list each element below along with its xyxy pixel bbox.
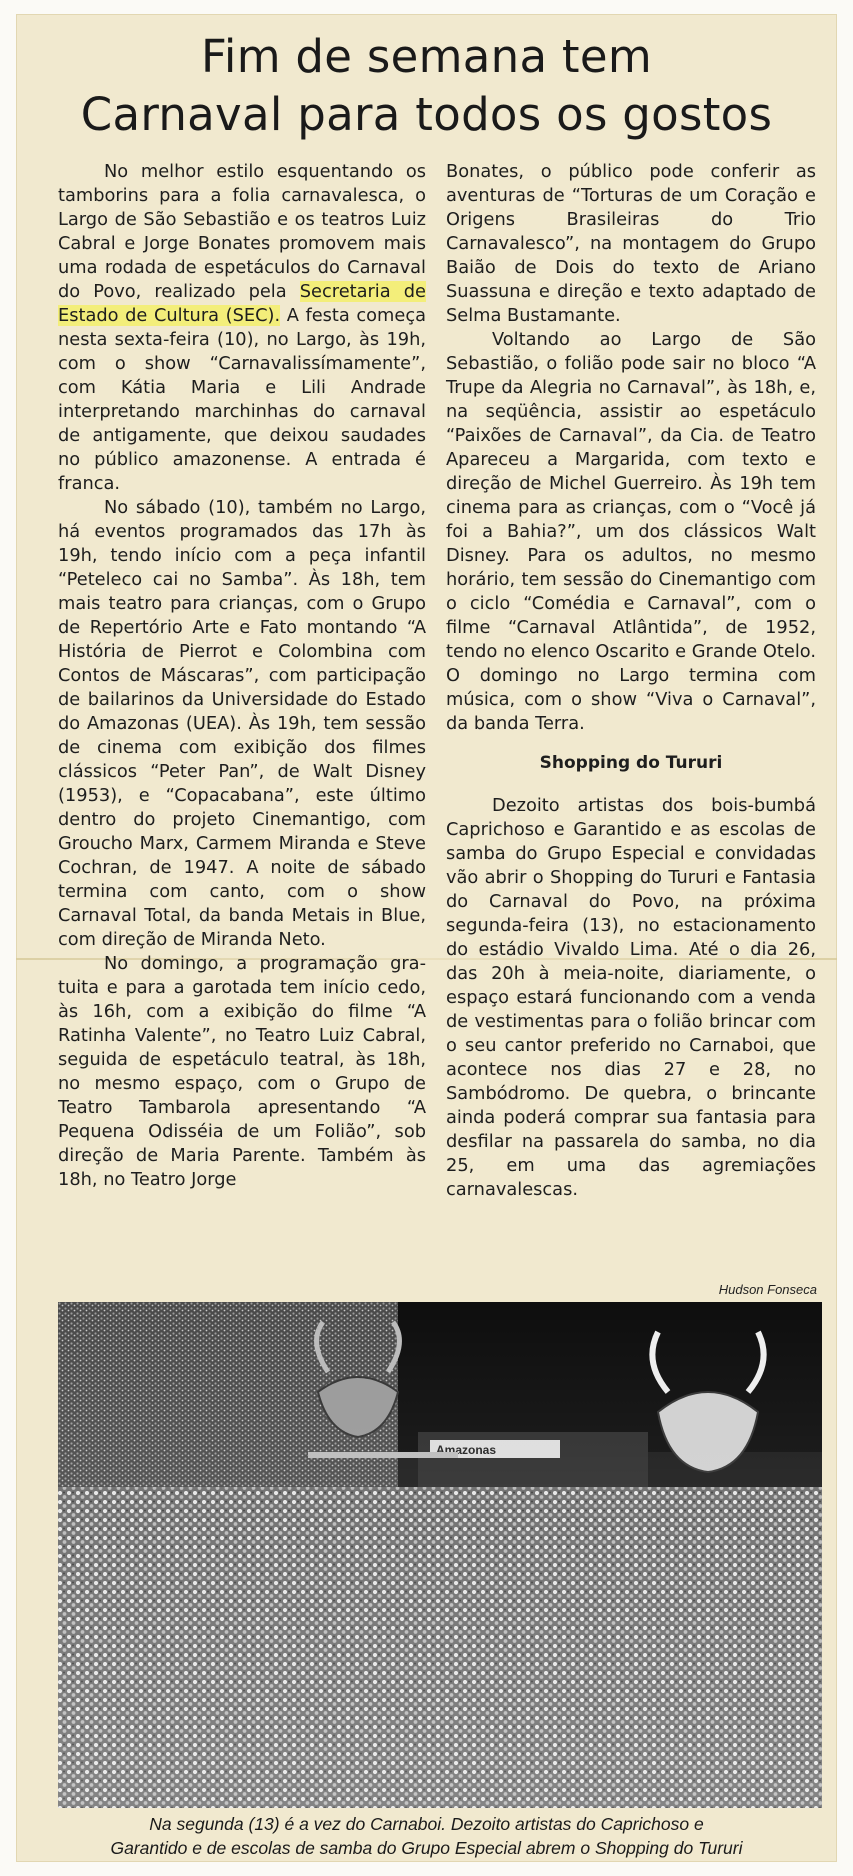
headline-line-1: Fim de semana tem [200,30,652,83]
newspaper-clipping [16,14,837,1862]
article-column-right [446,160,816,1202]
paragraph-1-end: A festa começa nesta sexta-feira (10), no Largo, às 19h, com o show “Carnavalissímamente”, com Kátia Maria e Lili Andrade interpretando marchinhas do carnaval de antigamente, que deixou saudades no público amazonense. A entrada é franca. [58,305,426,494]
paragraph-5: Voltando ao Largo de São Sebastião, o folião pode sair no bloco “A Trupe da Alegria no Carnaval”, às 18h, e, na seqüência, assistir ao espetáculo “Paixões de Carnaval”, da Cia. de Teatro Apareceu a Margarida, com texto e direção de Michel Guerreiro. Às 19h tem cinema para as crianças, com o “Você já foi a Bahia?”, um dos clássicos Walt Disney. Para os adultos, no mesmo horário, tem sessão do Cinemantigo com o ciclo “Comédia e Carnaval”, com o filme “Carnaval Atlântida”, de 1952, tendo no elenco Oscarito e Grande Otelo. O domingo no Largo termina com música, com o show “Viva o Carnaval”, da banda Terra. [446,329,816,734]
photo-credit: Hudson Fonseca [718,1282,817,1297]
paragraph-6: Dezoito artistas dos bois-bumbá Caprichoso e Garantido e as escolas de samba do Grupo Especial e convidadas vão abrir o Shopping do Tururi e Fantasia do Carnaval do Povo, na próxima segunda-feira (13), no estacionamento do estádio Vivaldo Lima. Até o dia 26, das 20h à meia-noite, diariamente, o espaço estará funcionando com a venda de vestimentas para o folião brincar com o seu cantor preferido no Carnaboi, que acontece nos dias 27 e 28, no Sambódromo. De quebra, o brincante ainda poderá comprar sua fantasia para desfilar na passarela do samba, no dia 25, em uma das agremiações carnavalescas. [446,795,816,1200]
caption-line-2: Garantido e de escolas de samba do Grupo Especial abrem o Shopping do Tururi [110,1838,743,1858]
section-subhead: Shopping do Tururi [539,753,723,773]
paragraph-1-start: No melhor estilo esquentando os tamborins para a folia carnavalesca, o Largo de São Sebastião e os teatros Luiz Cabral e Jorge Bonates promovem mais uma rodada de espetáculos do Carnaval do Povo, realizado pela [58,161,426,302]
paragraph-2: No sábado (10), também no Largo, há eventos programados das 17h às 19h, tendo início com a peça infantil “Peteleco cai no Samba”. Às 18h, tem mais teatro para crianças, com o Grupo de Repertório Arte e Fato montando “A História de Pierrot e Colombina com Contos de Máscaras”, com participação de bailarinos da Universidade do Estado do Amazonas (UEA). Às 19h, tem sessão de cinema com exibição dos filmes clássicos “Peter Pan”, de Walt Disney (1953), e “Copacabana”, este último dentro do projeto Cinemantigo, com Groucho Marx, Carmem Miranda e Steve Cochran, de 1947. A noite de sábado termina com canto, com o show Carnaval Total, da banda Metais in Blue, com direção de Miranda Neto. [58,497,426,950]
crowd-photo-illustration [58,1302,822,1808]
article-column-left [58,160,426,1192]
paragraph-4: Bonates, o público pode conferir as aventuras de “Torturas de um Coração e Origens Brasileiras do Trio Carnavalesco”, na montagem do Grupo Baião de Dois do texto de Ariano Suassuna e direção e texto adaptado de Selma Bustamante. [446,161,816,326]
headline [16,28,837,144]
carnival-crowd-photo [58,1302,822,1808]
photo-caption [46,1812,807,1860]
highlighted-text: Secretaria de Estado de Cultura (SEC). [58,281,426,326]
headline-line-2: Carnaval para todos os gostos [80,88,773,141]
paragraph-1 [58,160,426,496]
paragraph-3: No domingo, a programação gratuita e para a garotada tem início cedo, às 16h, com a exibição do filme “A Ratinha Valente”, no Teatro Luiz Cabral, seguida de espetáculo teatral, às 18h, no mesmo espaço, com o Grupo de Teatro Tambarola apresentando “A Pequena Odisséia de um Folião”, sob direção de Maria Parente. Também às 18h, no Teatro Jorge [58,953,426,1190]
caption-line-1: Na segunda (13) é a vez do Carnaboi. Dezoito artistas do Caprichoso e [149,1814,704,1834]
